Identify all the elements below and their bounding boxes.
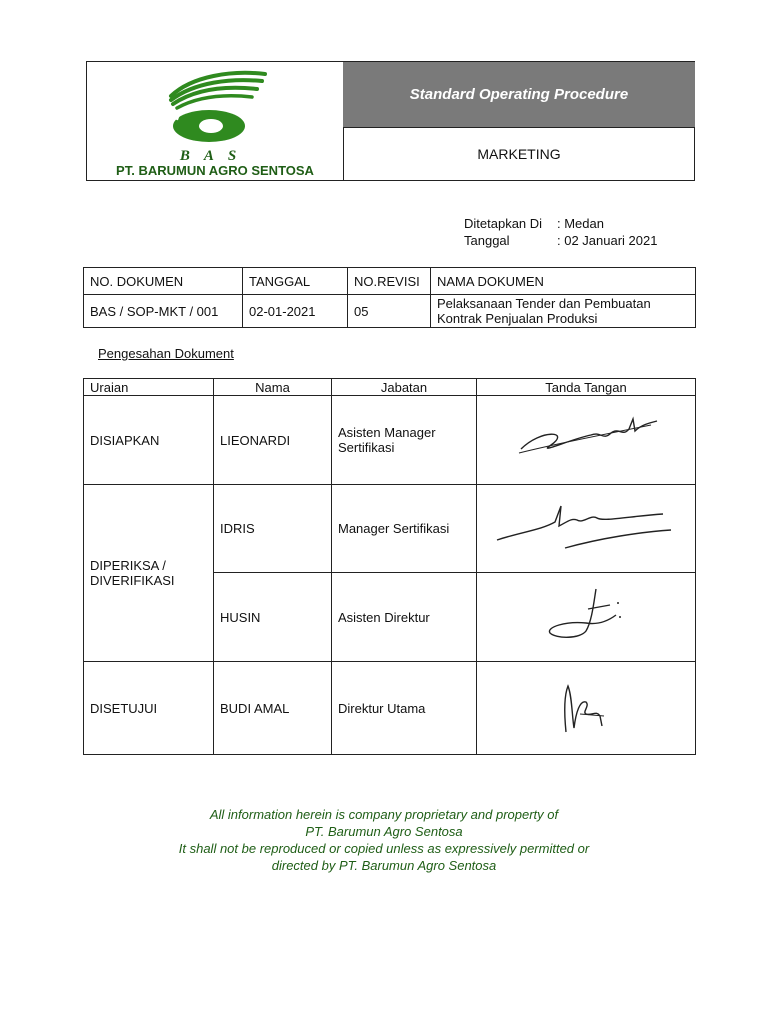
footer-line4: directed by PT. Barumun Agro Sentosa [271, 858, 497, 873]
tanggal-cell-value: 02-01-2021 [243, 295, 348, 328]
header-no-revisi: NO.REVISI [348, 268, 431, 295]
uraian-line2: DIVERIFIKASI [90, 573, 175, 588]
nama-dokumen-value [431, 295, 696, 328]
tanggal-label: Tanggal [464, 233, 510, 248]
uraian-diperiksa [84, 485, 214, 662]
company-name: PT. BARUMUN AGRO SENTOSA [116, 163, 314, 178]
signature-cell [477, 485, 696, 573]
ditetapkan-value: : Medan [557, 216, 604, 231]
jabatan-asisten-manager [332, 396, 477, 485]
header-no-dokumen: NO. DOKUMEN [84, 268, 243, 295]
approval-table [83, 378, 696, 755]
uraian-disetujui: DISETUJUI [84, 662, 214, 755]
footer-line2: PT. Barumun Agro Sentosa [305, 824, 463, 839]
jabatan-manager-sertifikasi: Manager Sertifikasi [332, 485, 477, 573]
header-tanda-tangan: Tanda Tangan [477, 379, 696, 396]
jabatan-asisten-direktur: Asisten Direktur [332, 573, 477, 662]
signature-idris [491, 492, 681, 562]
nama-lieonardi: LIEONARDI [214, 396, 332, 485]
signature-husin [536, 581, 636, 651]
header-nama-dokumen: NAMA DOKUMEN [431, 268, 696, 295]
jabatan-line2: Sertifikasi [338, 440, 395, 455]
nama-dokumen-line1: Pelaksanaan Tender dan Pembuatan [437, 296, 651, 311]
uraian-line1: DIPERIKSA / [90, 558, 166, 573]
header-tanggal: TANGGAL [243, 268, 348, 295]
no-dokumen-value: BAS / SOP-MKT / 001 [84, 295, 243, 328]
nama-budi-amal: BUDI AMAL [214, 662, 332, 755]
signature-cell [477, 573, 696, 662]
logo-cell [87, 62, 344, 181]
header-uraian: Uraian [84, 379, 214, 396]
uraian-disiapkan: DISIAPKAN [84, 396, 214, 485]
nama-husin: HUSIN [214, 573, 332, 662]
jabatan-direktur-utama: Direktur Utama [332, 662, 477, 755]
header-nama: Nama [214, 379, 332, 396]
nama-dokumen-line2: Kontrak Penjualan Produksi [437, 311, 598, 326]
confidentiality-footer [0, 806, 768, 874]
signature-budi-amal [546, 672, 626, 742]
signature-cell [477, 396, 696, 485]
signature-lieonardi [511, 409, 661, 469]
establishment-info [464, 215, 657, 249]
company-logo [157, 68, 277, 166]
header-jabatan: Jabatan [332, 379, 477, 396]
footer-line3: It shall not be reproduced or copied unless as expressively permitted or [178, 841, 590, 856]
no-revisi-value: 05 [348, 295, 431, 328]
footer-line1: All information herein is company proprietary and property of [209, 807, 559, 822]
tanggal-value: : 02 Januari 2021 [557, 233, 658, 248]
jabatan-line1: Asisten Manager [338, 425, 436, 440]
document-info-table [83, 267, 696, 328]
pengesahan-heading: Pengesahan Dokument [98, 346, 234, 361]
signature-cell [477, 662, 696, 755]
sop-title: Standard Operating Procedure [409, 86, 629, 103]
sop-title-box [343, 62, 695, 128]
document-header [86, 61, 695, 181]
department-title: MARKETING [477, 146, 561, 162]
logo-text: BAS [179, 148, 251, 164]
nama-idris: IDRIS [214, 485, 332, 573]
ditetapkan-label: Ditetapkan Di [464, 216, 543, 231]
